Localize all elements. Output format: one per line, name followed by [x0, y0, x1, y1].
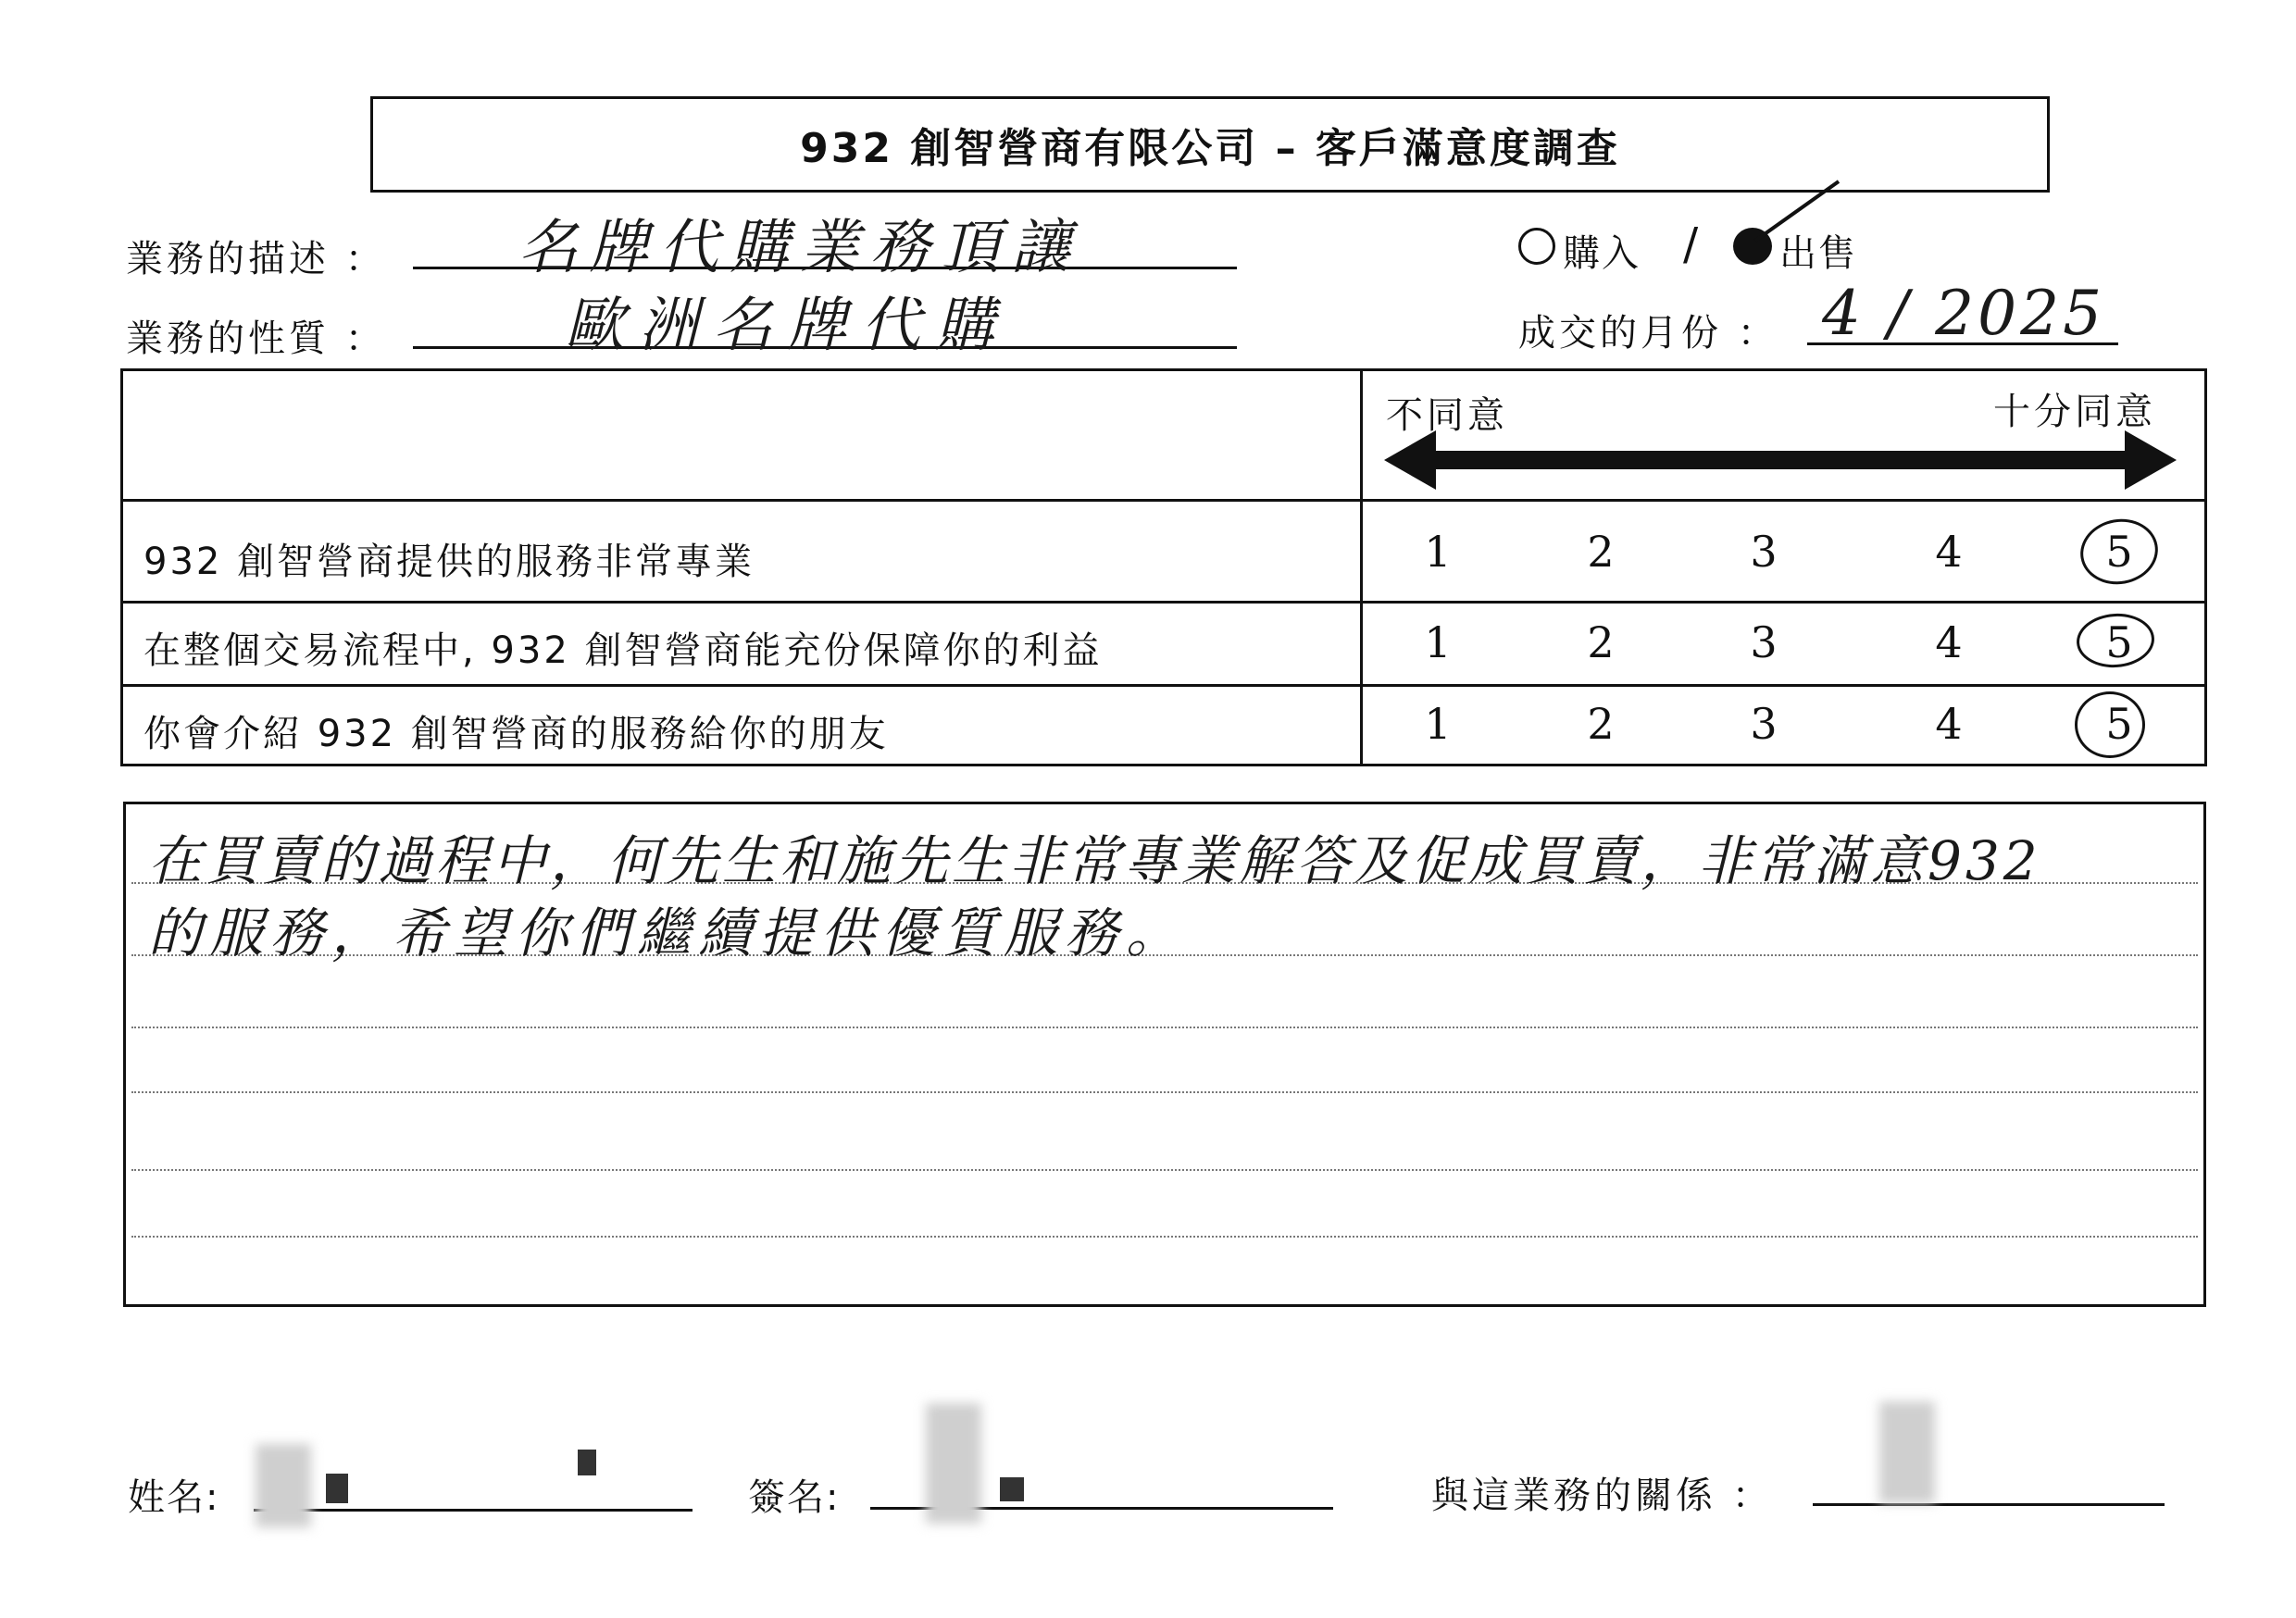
comment-box[interactable] — [123, 802, 2206, 1307]
q1-selected-circle — [2076, 513, 2164, 591]
description-label: 業務的描述 ： — [126, 238, 386, 280]
q2-option-1[interactable]: 1 — [1424, 617, 1452, 667]
redacted-signature-block — [1000, 1477, 1024, 1501]
redacted-name-block — [578, 1450, 596, 1475]
description-value[interactable]: 名牌代購業務頂讓 — [518, 214, 1081, 282]
q3-option-1[interactable]: 1 — [1424, 699, 1452, 749]
option-separator: / — [1683, 218, 1699, 270]
table-column-divider — [1360, 371, 1363, 764]
table-row-divider — [123, 601, 2204, 604]
q1-option-5[interactable]: 5 — [2105, 527, 2133, 577]
scale-right-label: 十分同意 — [1993, 391, 2156, 433]
name-underline — [254, 1509, 693, 1512]
q3-option-5[interactable]: 5 — [2105, 699, 2133, 749]
q2-option-3[interactable]: 3 — [1750, 617, 1778, 667]
relation-underline — [1813, 1503, 2165, 1506]
redacted-signature-blur — [926, 1403, 981, 1524]
ruled-line — [131, 1027, 2198, 1028]
scale-double-arrow-icon — [1384, 430, 2177, 490]
q3-option-4[interactable]: 4 — [1935, 699, 1963, 749]
scale-left-label: 不同意 — [1386, 394, 1508, 437]
redacted-name-blur — [256, 1444, 311, 1527]
name-label: 姓名: — [128, 1476, 220, 1519]
q3-option-3[interactable]: 3 — [1750, 699, 1778, 749]
form-title: 932 創智營商有限公司 – 客戶滿意度調查 — [370, 96, 2050, 193]
q1-option-4[interactable]: 4 — [1935, 527, 1963, 577]
ruled-line — [131, 1091, 2198, 1093]
relation-label: 與這業務的關係 ： — [1431, 1475, 1773, 1517]
signature-label: 簽名: — [748, 1476, 841, 1519]
question-2-text: 在整個交易流程中, 932 創智營商能充份保障你的利益 — [144, 629, 1103, 672]
question-1-text: 932 創智營商提供的服務非常專業 — [144, 541, 755, 583]
month-value[interactable]: 4 / 2025 — [1822, 278, 2106, 349]
redacted-name-block — [326, 1474, 348, 1503]
buy-label: 購入 — [1563, 232, 1641, 275]
q1-option-2[interactable]: 2 — [1587, 527, 1615, 577]
q3-option-2[interactable]: 2 — [1587, 699, 1615, 749]
ruled-line — [131, 1236, 2198, 1238]
sell-label: 出售 — [1779, 232, 1857, 275]
ruled-line — [131, 1169, 2198, 1171]
q1-option-1[interactable]: 1 — [1424, 527, 1452, 577]
rating-table — [120, 368, 2207, 766]
buy-radio[interactable] — [1518, 228, 1555, 265]
month-label: 成交的月份 ： — [1518, 312, 1778, 355]
q1-option-3[interactable]: 3 — [1750, 527, 1778, 577]
q2-option-5[interactable]: 5 — [2105, 617, 2133, 667]
q2-option-2[interactable]: 2 — [1587, 617, 1615, 667]
table-header-divider — [123, 499, 2204, 502]
comment-line-1: 在買賣的過程中，何先生和施先生非常專業解答及促成買賣，非常滿意932 — [148, 829, 2041, 892]
nature-value[interactable]: 歐洲名牌代購 — [565, 292, 1009, 360]
table-row-divider — [123, 684, 2204, 687]
comment-line-2: 的服務，希望你們繼續提供優質服務。 — [148, 902, 1188, 965]
q3-selected-circle — [2075, 691, 2145, 758]
nature-label: 業務的性質 ： — [126, 317, 386, 360]
q2-option-4[interactable]: 4 — [1935, 617, 1963, 667]
redacted-relation-blur — [1879, 1401, 1935, 1503]
question-3-text: 你會介紹 932 創智營商的服務給你的朋友 — [144, 713, 889, 755]
